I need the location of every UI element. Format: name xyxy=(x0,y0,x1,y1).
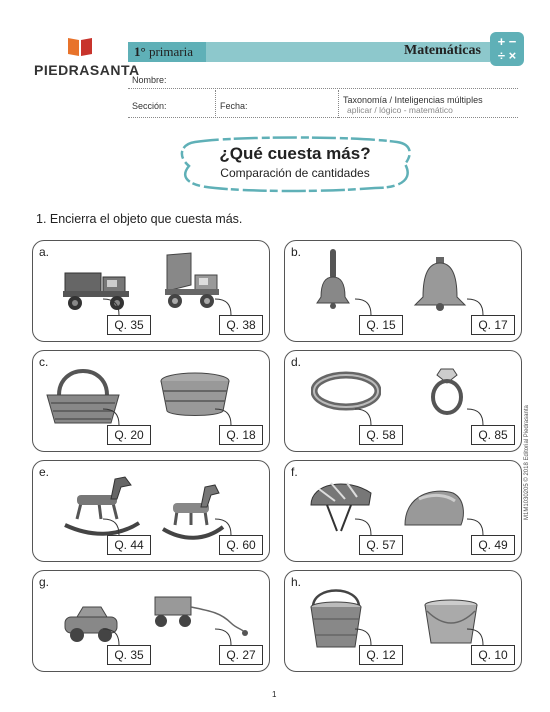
math-operations-icon xyxy=(490,32,524,66)
price-tag: Q. 17 xyxy=(471,315,515,335)
grade-word: primaria xyxy=(148,44,193,59)
panel-label: e. xyxy=(39,465,50,479)
grade-label xyxy=(134,44,193,60)
logo-text: PIEDRASANTA xyxy=(34,62,140,78)
exercise-panel-h xyxy=(284,570,522,672)
exercise-panel-a xyxy=(32,240,270,342)
price-tag: Q. 58 xyxy=(359,425,403,445)
logo-icon xyxy=(66,36,94,58)
price-leader-line xyxy=(353,297,383,317)
math-icon-top: + − xyxy=(497,34,517,49)
price-tag: Q. 57 xyxy=(359,535,403,555)
name-line[interactable] xyxy=(128,88,518,89)
price-leader-line xyxy=(353,407,383,427)
panel-label: f. xyxy=(291,465,298,479)
diamond-ring-icon[interactable] xyxy=(427,361,467,422)
price-tag: Q. 20 xyxy=(107,425,151,445)
price-leader-line xyxy=(465,517,495,537)
price-leader-line xyxy=(465,627,495,647)
title-cloud xyxy=(175,134,415,194)
rocking-horse-small-icon[interactable] xyxy=(161,481,225,548)
price-leader-line xyxy=(213,297,243,317)
large-bell-icon[interactable] xyxy=(413,255,467,316)
panel-label: a. xyxy=(39,245,50,259)
copyright-text: M1M1030205 © 2018 Editorial Piedrasanta xyxy=(524,405,530,520)
math-icon-bottom: ÷ × xyxy=(497,48,517,63)
price-tag: Q. 10 xyxy=(471,645,515,665)
page-number: 1 xyxy=(272,690,277,699)
price-tag: Q. 35 xyxy=(107,315,151,335)
exercise-panel-f xyxy=(284,460,522,562)
panel-label: g. xyxy=(39,575,50,589)
name-label: Nombre: xyxy=(132,75,167,85)
taxonomy-label: Taxonomía / Inteligencias múltiples xyxy=(343,95,483,105)
divider xyxy=(338,90,339,118)
price-tag: Q. 38 xyxy=(219,315,263,335)
price-tag: Q. 27 xyxy=(219,645,263,665)
exercise-panel-e xyxy=(32,460,270,562)
price-tag: Q. 18 xyxy=(219,425,263,445)
price-leader-line xyxy=(101,627,131,647)
divider xyxy=(215,90,216,118)
price-leader-line xyxy=(101,517,131,537)
exercise-panel-b xyxy=(284,240,522,342)
price-tag: Q. 49 xyxy=(471,535,515,555)
price-leader-line xyxy=(101,297,131,317)
panel-label: b. xyxy=(291,245,302,259)
subject-title: Matemáticas xyxy=(404,43,481,58)
hand-bell-icon[interactable] xyxy=(313,247,353,318)
exercise-panel-d xyxy=(284,350,522,452)
taxonomy-values: aplicar / lógico - matemático xyxy=(347,105,453,115)
price-leader-line xyxy=(213,517,243,537)
price-leader-line xyxy=(213,407,243,427)
price-leader-line xyxy=(213,627,243,647)
price-leader-line xyxy=(353,627,383,647)
page-title: ¿Qué cuesta más? xyxy=(219,144,371,163)
price-leader-line xyxy=(465,297,495,317)
price-tag: Q. 12 xyxy=(359,645,403,665)
price-tag: Q. 85 xyxy=(471,425,515,445)
instruction: 1. Encierra el objeto que cuesta más. xyxy=(36,212,243,226)
price-tag: Q. 60 xyxy=(219,535,263,555)
panel-label: d. xyxy=(291,355,302,369)
price-leader-line xyxy=(101,407,131,427)
grade-number: 1° xyxy=(134,44,146,59)
section-label: Sección: xyxy=(132,101,167,111)
section-line xyxy=(128,117,518,118)
date-label: Fecha: xyxy=(220,101,248,111)
exercise-panel-g xyxy=(32,570,270,672)
exercise-panel-c xyxy=(32,350,270,452)
price-tag: Q. 35 xyxy=(107,645,151,665)
kids-helmet-icon[interactable] xyxy=(403,485,467,538)
price-tag: Q. 44 xyxy=(107,535,151,555)
price-tag: Q. 15 xyxy=(359,315,403,335)
panel-label: c. xyxy=(39,355,49,369)
price-leader-line xyxy=(353,517,383,537)
price-leader-line xyxy=(465,407,495,427)
page-subtitle: Comparación de cantidades xyxy=(220,166,370,180)
panel-label: h. xyxy=(291,575,302,589)
